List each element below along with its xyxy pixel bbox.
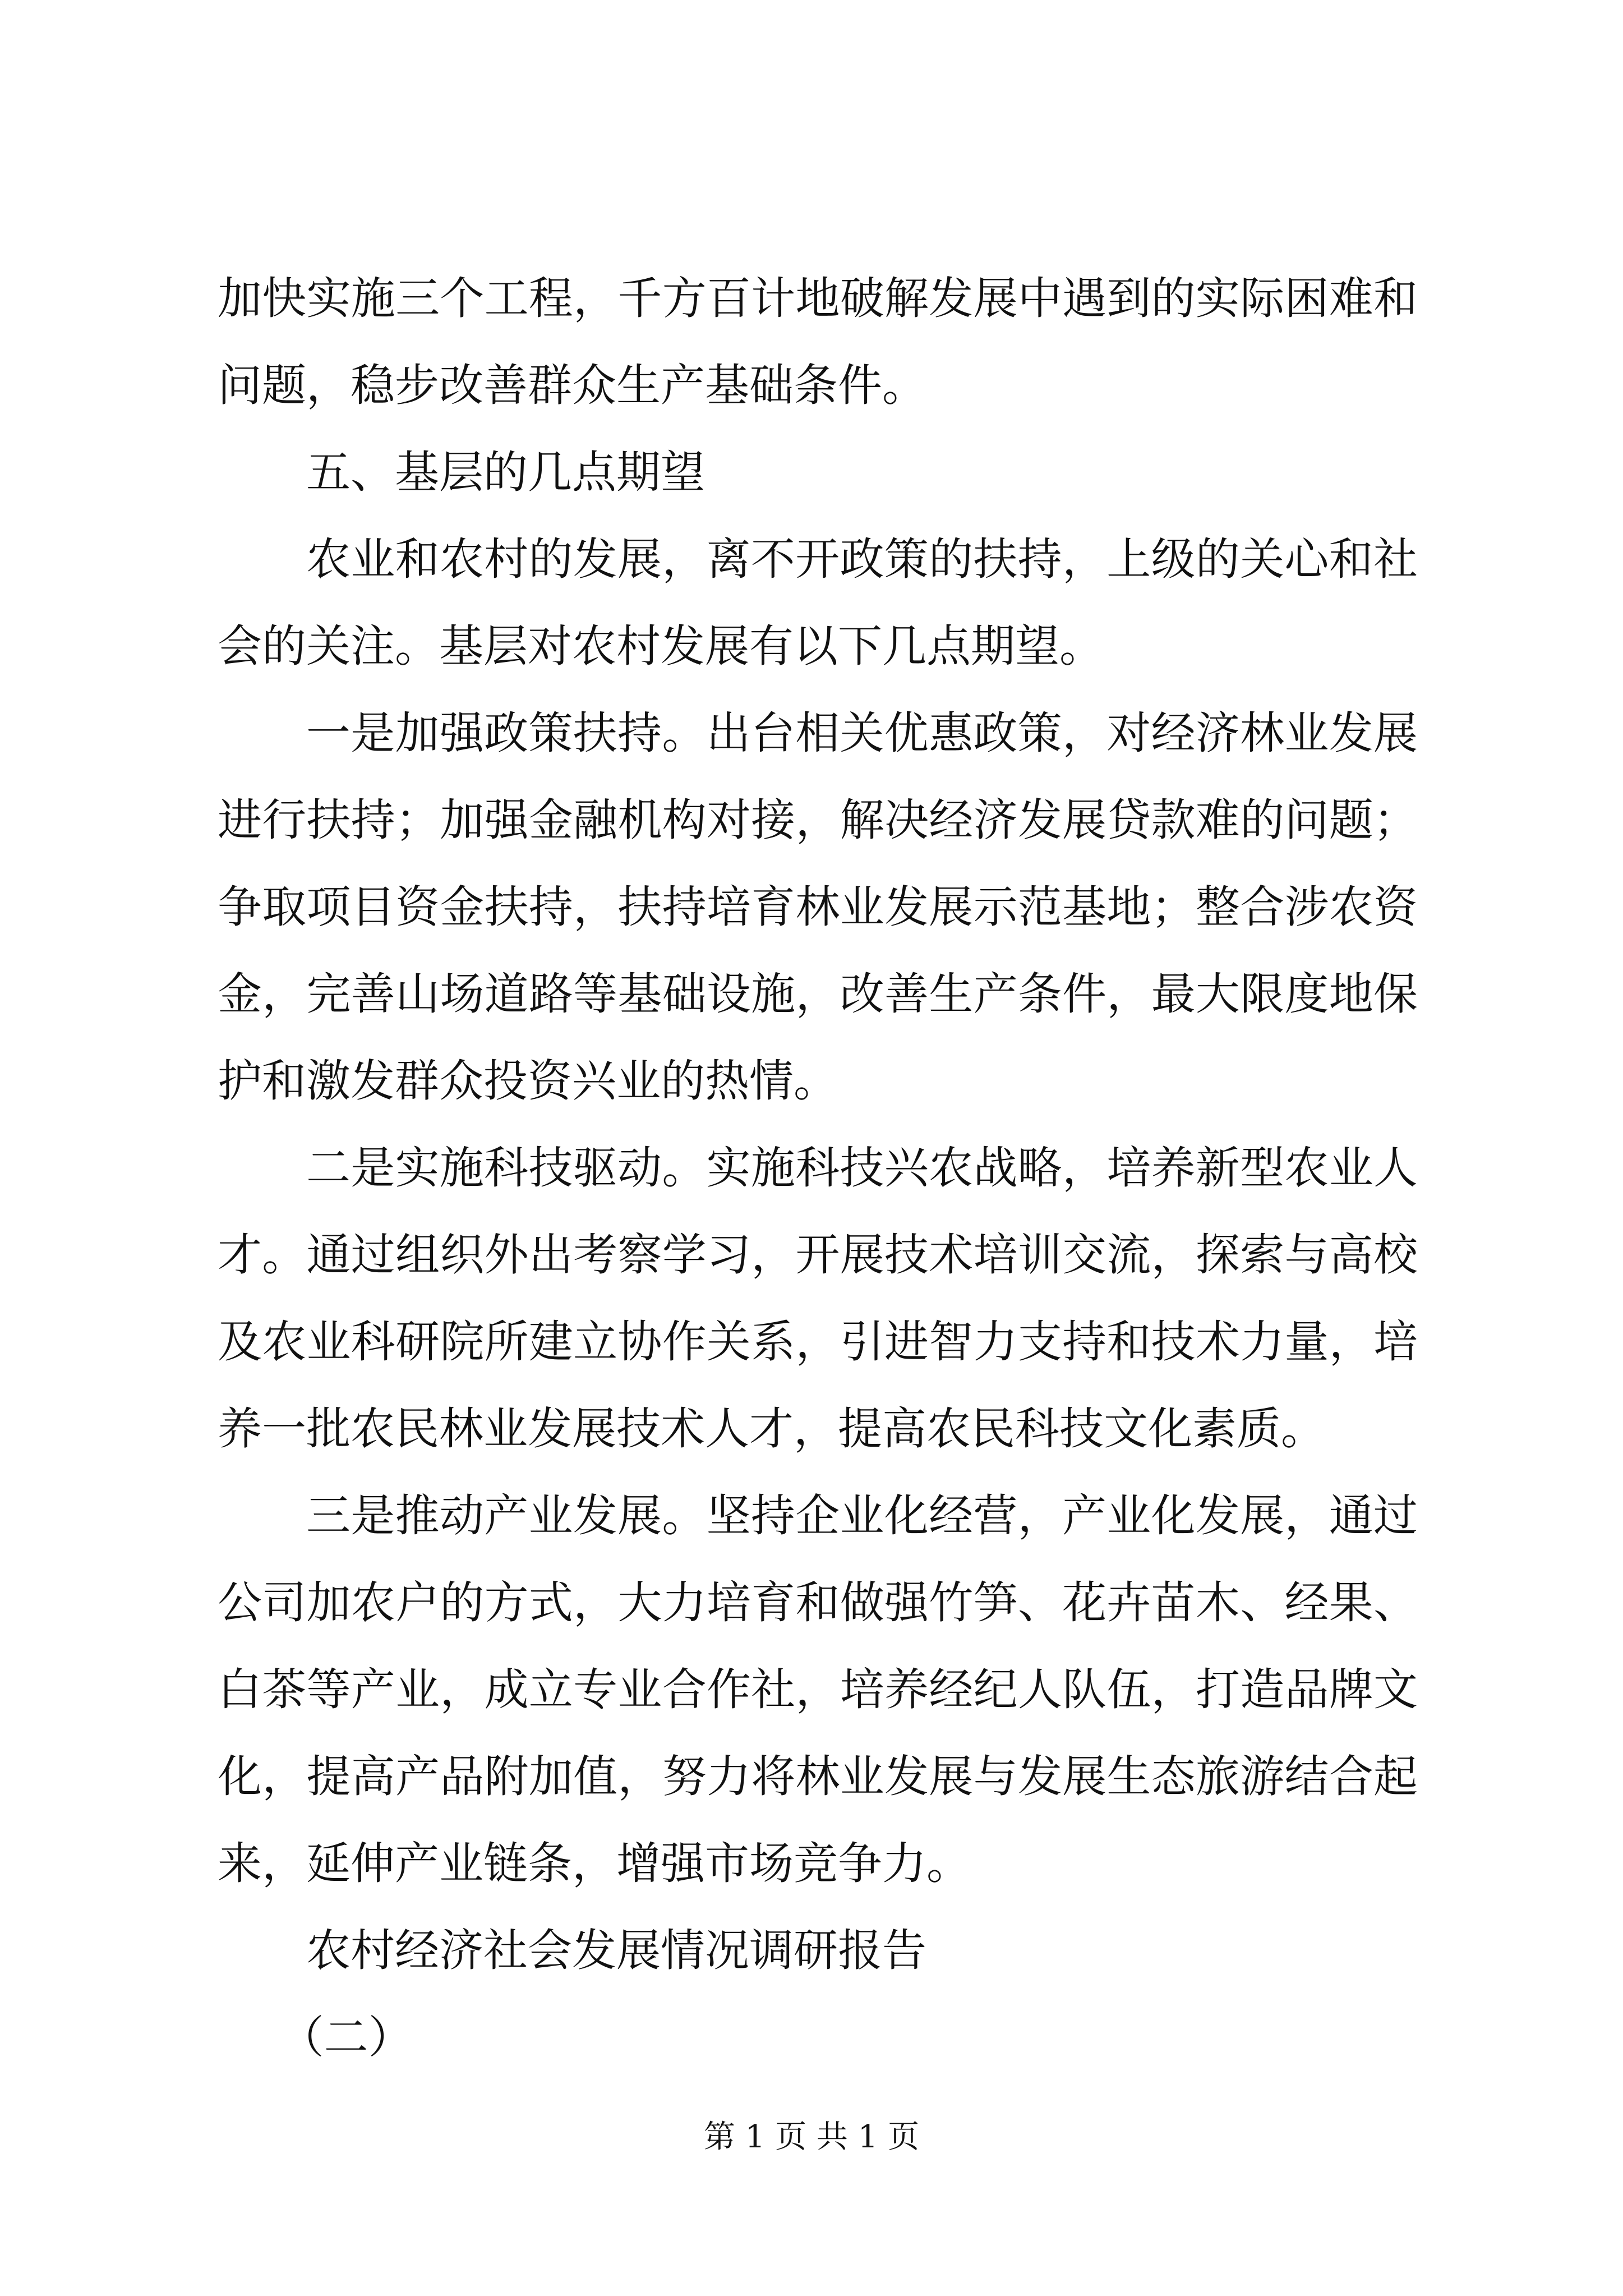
report-title: 农村经济社会发展情况调研报告 — [306, 1925, 926, 1976]
paragraph-intro: 农业和农村的发展，离不开政策的扶持，上级的关心和社会的关注。基层对农村发展有以下几点期望。 — [218, 533, 1418, 672]
paragraph-tech-drive: 二是实施科技驱动。实施科技兴农战略，培养新型农业人才。通过组织外出考察学习，开展技术培训交流，探索与高校及农业科研院所建立协作关系，引进智力支持和技术力量，培养一批农民林业发展技术人才，提高农民科技文化素质。 — [218, 1142, 1418, 1455]
page-number-footer: 第 1 页 共 1 页 — [703, 2119, 920, 2155]
paragraph-industry-development: 三是推动产业发展。坚持企业化经营，产业化发展，通过公司加农户的方式，大力培育和做强竹笋、花卉苗木、经果、白茶等产业，成立专业合作社，培养经纪人队伍，打造品牌文化，提高产品附加值，努力将林业发展与发展生态旅游结合起来，延伸产业链条，增强市场竞争力。 — [218, 1490, 1418, 1889]
document-body — [218, 255, 1418, 2081]
paragraph-continuation: 加快实施三个工程，千方百计地破解发展中遇到的实际困难和问题，稳步改善群众生产基础条件。 — [218, 273, 1418, 411]
report-subtitle: （二） — [279, 2012, 413, 2063]
paragraph-policy-support: 一是加强政策扶持。出台相关优惠政策，对经济林业发展进行扶持；加强金融机构对接，解决经济发展贷款难的问题；争取项目资金扶持，扶持培育林业发展示范基地；整合涉农资金，完善山场道路等基础设施，改善生产条件，最大限度地保护和激发群众投资兴业的热情。 — [218, 707, 1418, 1107]
section-heading: 五、基层的几点期望 — [306, 447, 705, 498]
